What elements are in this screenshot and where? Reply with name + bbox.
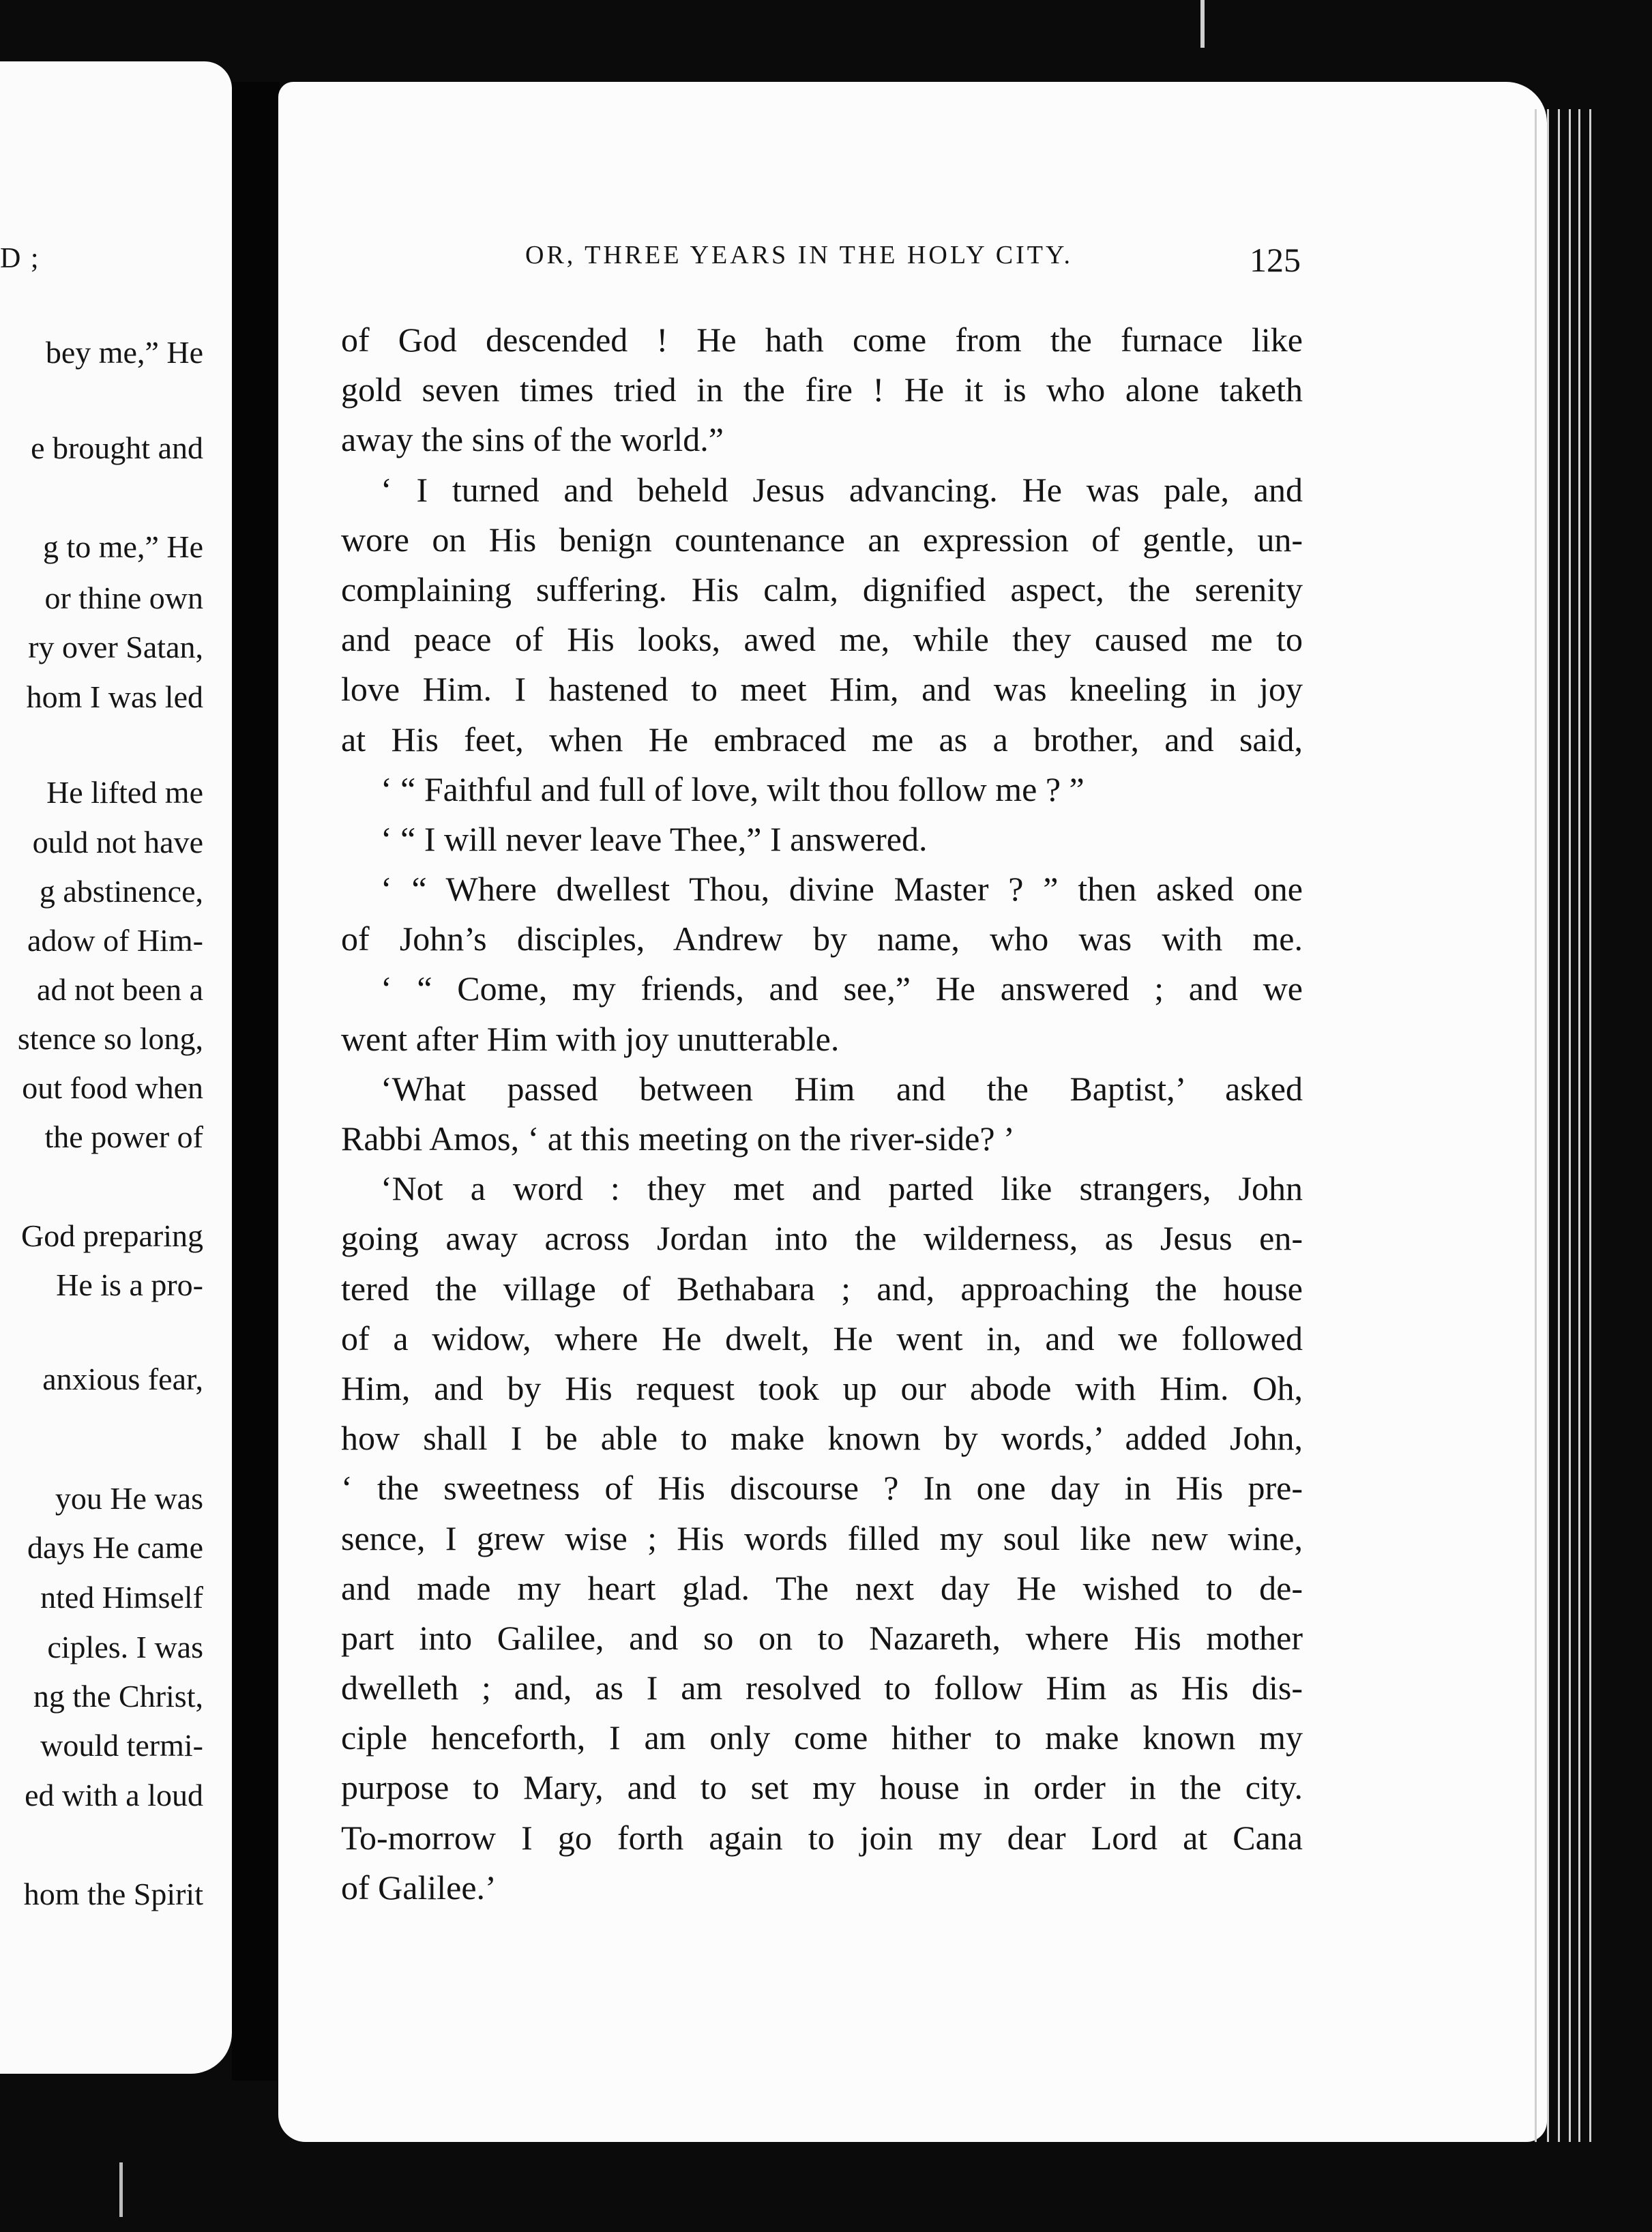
- left-page-line: g to me,” He: [42, 529, 203, 564]
- left-page-line: stence so long,: [17, 1021, 203, 1056]
- left-page-line: ry over Satan,: [28, 630, 203, 664]
- left-page-line: ould not have: [32, 825, 203, 860]
- text-line: ‘ “ Faithful and full of love, wilt thou follow me ? ”: [381, 769, 1085, 808]
- text-line: at His feet, when He embraced me as a brother, and said,: [341, 720, 1303, 759]
- text-line: love Him. I hastened to meet Him, and was kneeling in joy: [341, 670, 1303, 709]
- text-line: dwelleth ; and, as I am resolved to follow Him as His dis-: [341, 1669, 1303, 1707]
- left-page-line: He is a pro-: [56, 1267, 203, 1302]
- left-page-line: anxious fear,: [42, 1362, 203, 1396]
- text-line: complaining suffering. His calm, dignified aspect, the serenity: [341, 570, 1303, 608]
- text-line: ciple henceforth, I am only come hither to make known my: [341, 1718, 1303, 1757]
- text-line: went after Him with joy unutterable.: [341, 1019, 840, 1058]
- left-page-line: the power of: [44, 1119, 203, 1154]
- text-line: tered the village of Bethabara ; and, approaching the house: [341, 1269, 1303, 1308]
- text-line: ‘ I turned and beheld Jesus advancing. He was pale, and: [381, 470, 1303, 509]
- left-page-line: would termi-: [40, 1728, 203, 1763]
- page-number: 125: [1250, 241, 1301, 279]
- text-line: of God descended ! He hath come from the furnace like: [341, 321, 1303, 359]
- text-line: sence, I grew wise ; His words filled my soul like new wine,: [341, 1518, 1303, 1557]
- text-line: Him, and by His request took up our abode with Him. Oh,: [341, 1368, 1303, 1407]
- text-line: and peace of His looks, awed me, while they caused me to: [341, 620, 1303, 659]
- text-line: away the sins of the world.”: [341, 420, 724, 459]
- text-line: wore on His benign countenance an expression of gentle, un-: [341, 520, 1303, 559]
- book-gutter: [232, 82, 280, 2081]
- left-page-line: God preparing: [21, 1218, 203, 1253]
- body-text: [341, 315, 1303, 1913]
- text-line: ‘ the sweetness of His discourse ? In one day in His pre-: [341, 1469, 1303, 1508]
- left-page-line: or thine own: [44, 581, 203, 615]
- text-line: and made my heart glad. The next day He wished to de-: [341, 1568, 1303, 1607]
- page-edges: [1528, 109, 1603, 2142]
- text-line: purpose to Mary, and to set my house in order in the city.: [341, 1768, 1303, 1807]
- text-line: how shall I be able to make known by words,’ added John,: [341, 1419, 1303, 1458]
- left-page-line: ed with a loud: [25, 1778, 203, 1812]
- left-page-line: g abstinence,: [39, 874, 203, 909]
- running-head: OR, THREE YEARS IN THE HOLY CITY.: [525, 241, 1074, 269]
- text-line: part into Galilee, and so on to Nazareth, where His mother: [341, 1618, 1303, 1657]
- text-line: ‘ “ Where dwellest Thou, divine Master ? ” then asked one: [381, 870, 1303, 909]
- left-page-line: ad not been a: [37, 972, 203, 1007]
- left-page-line: out food when: [22, 1070, 203, 1105]
- left-page-line: hom I was led: [26, 679, 203, 714]
- text-line: gold seven times tried in the fire ! He it is who alone taketh: [341, 370, 1303, 409]
- left-page-line: nted Himself: [40, 1580, 203, 1615]
- left-page-running-head: D ;: [0, 243, 40, 274]
- left-page-line: days He came: [27, 1530, 203, 1565]
- left-page-line: hom the Spirit: [23, 1877, 203, 1911]
- left-page-line: adow of Him-: [27, 923, 203, 958]
- text-line: of a widow, where He dwelt, He went in, and we followed: [341, 1319, 1303, 1357]
- text-line: ‘Not a word : they met and parted like strangers, John: [381, 1169, 1303, 1208]
- text-line: going away across Jordan into the wilderness, as Jesus en-: [341, 1219, 1303, 1258]
- left-page-line: you He was: [55, 1481, 203, 1516]
- text-line: To-morrow I go forth again to join my dear Lord at Cana: [341, 1818, 1303, 1857]
- text-line: ‘ “ I will never leave Thee,” I answered.: [381, 819, 928, 858]
- left-page: [0, 61, 232, 2074]
- left-page-line: He lifted me: [46, 775, 203, 810]
- left-page-line: ciples. I was: [47, 1630, 203, 1664]
- scan-artifact: [1200, 0, 1205, 48]
- left-page-line: e brought and: [31, 430, 203, 465]
- left-page-line: ng the Christ,: [33, 1679, 203, 1714]
- left-page-line: bey me,” He: [45, 335, 203, 370]
- text-line: ‘What passed between Him and the Baptist,’ asked: [381, 1069, 1303, 1108]
- text-line: of John’s disciples, Andrew by name, who was with me.: [341, 920, 1303, 958]
- text-line: ‘ “ Come, my friends, and see,” He answered ; and we: [381, 969, 1303, 1008]
- scan-artifact: [119, 2162, 123, 2217]
- text-line: Rabbi Amos, ‘ at this meeting on the river-side? ’: [341, 1119, 1015, 1158]
- text-line: of Galilee.’: [341, 1868, 497, 1907]
